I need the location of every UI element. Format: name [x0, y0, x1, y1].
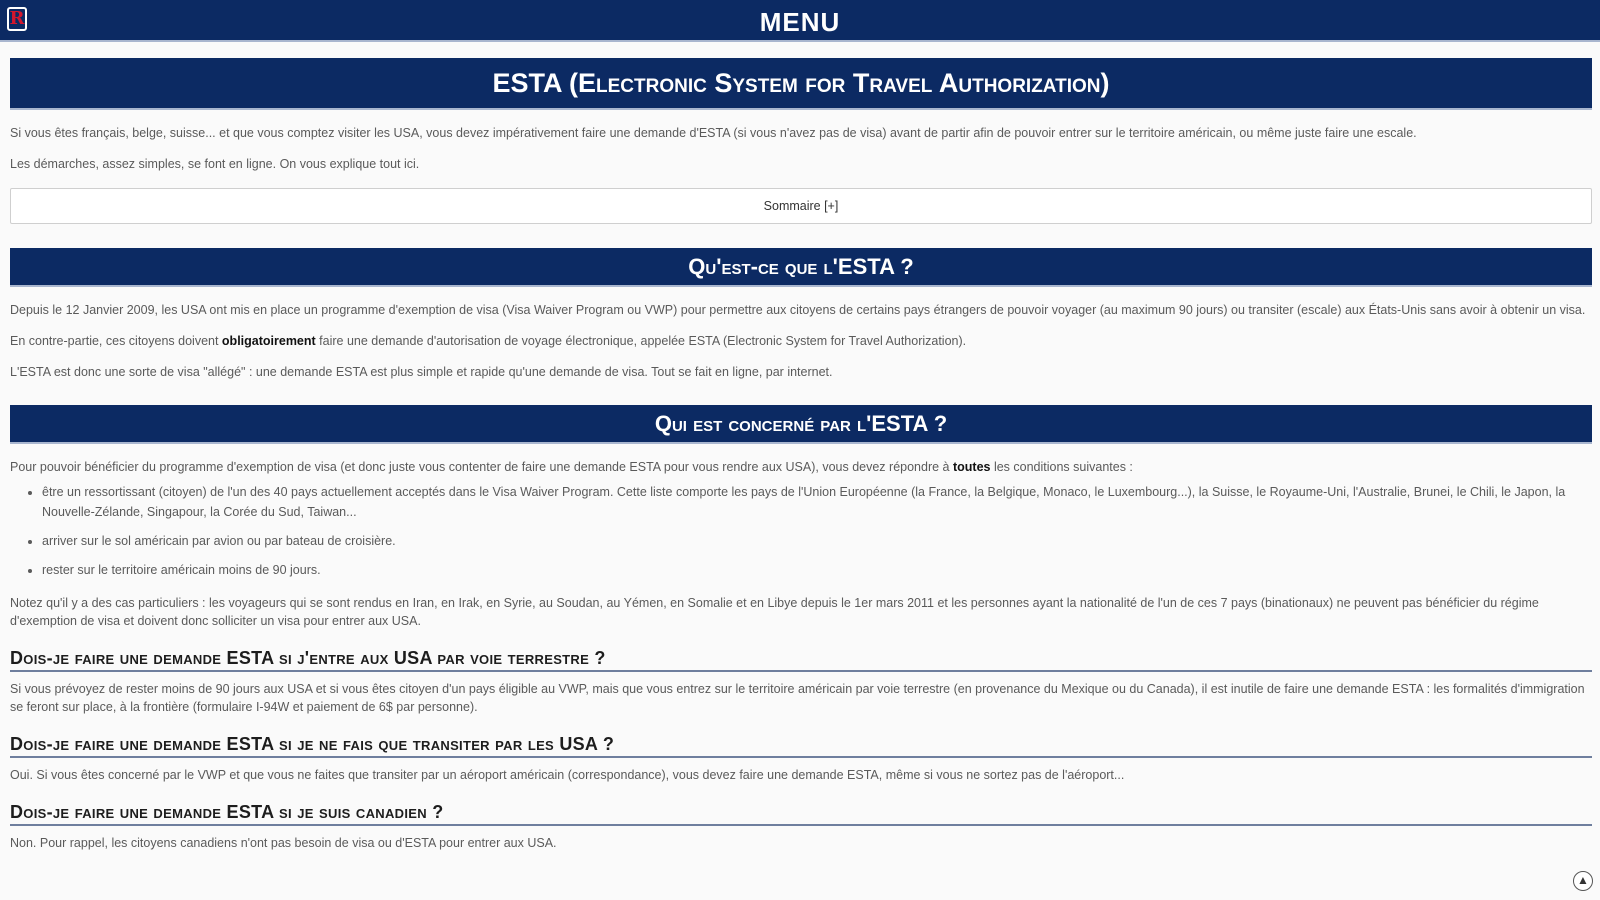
- list-item: • arriver sur le sol américain par avion ou par bateau de croisière.: [42, 531, 1592, 551]
- table-of-contents-toggle[interactable]: Sommaire [+]: [10, 188, 1592, 224]
- scroll-to-top-button[interactable]: [1573, 871, 1593, 891]
- emphasis-toutes: toutes: [952, 460, 991, 474]
- text-span: En contre-partie, ces citoyens doivent: [10, 334, 222, 348]
- intro-paragraph: Les démarches, assez simples, se font en ligne. On vous explique tout ici.: [10, 157, 420, 171]
- arrow-up-circle-icon: ▲: [1577, 873, 1589, 887]
- text-span: faire une demande d'autorisation de voyage électronique, appelée ESTA (Electronic System for Travel Authorization).: [315, 334, 967, 348]
- faq-answer: Oui. Si vous êtes concerné par le VWP et que vous ne faites que transiter par un aéroport américain (correspondance), vous devez faire une demande ESTA, même si vous ne sortez pas de l'aéroport...: [10, 768, 1125, 782]
- list-item: • rester sur le territoire américain moins de 90 jours.: [42, 560, 1592, 580]
- section1-paragraph: L'ESTA est donc une sorte de visa "allégé" : une demande ESTA est plus simple et rapide qu'une demande de visa. Tout se fait en ligne, par internet.: [10, 365, 833, 379]
- conditions-list: [10, 482, 1592, 580]
- section1-paragraph: Depuis le 12 Janvier 2009, les USA ont mis en place un programme d'exemption de visa (Visa Waiver Program ou VWP) pour permettre aux citoyens de certains pays étrangers de pouvoir voyager (au maximum 90 jours) ou transiter (escale) aux États-Unis sans avoir à obtenir un visa.: [10, 303, 1586, 317]
- faq-answer: Non. Pour rappel, les citoyens canadiens n'ont pas besoin de visa ou d'ESTA pour entrer aux USA.: [10, 836, 557, 850]
- article-content: [10, 58, 1592, 852]
- text-span: Pour pouvoir bénéficier du programme d'exemption de visa (et donc juste vous contenter de faire une demande ESTA pour vous rendre aux USA), vous devez répondre à: [10, 460, 953, 474]
- section-heading-who-is-concerned: Qui est concerné par l'ESTA ?: [10, 405, 1592, 444]
- list-item: • être un ressortissant (citoyen) de l'un des 40 pays actuellement acceptés dans le Visa Waiver Program. Cette liste comporte les pays de l'Union Européenne (la France, la Belgique, Monaco, le Luxembourg...), la Suisse, le Royaume-Uni, l'Australie, Brunei, le Chili, le Japon, la Nouvelle-Zélande, Singapour, la Corée du Sud, Taiwan...: [42, 482, 1592, 522]
- top-bar: [0, 0, 1600, 42]
- faq-question: Dois-je faire une demande ESTA si je ne fais que transiter par les USA ?: [10, 734, 1592, 758]
- intro-paragraph: Si vous êtes français, belge, suisse... et que vous comptez visiter les USA, vous devez impérativement faire une demande d'ESTA (si vous n'avez pas de visa) avant de partir afin de pouvoir entrer sur le territoire américain, ou même juste faire une escale.: [10, 126, 1417, 140]
- faq-question: Dois-je faire une demande ESTA si je suis canadien ?: [10, 802, 1592, 826]
- site-logo[interactable]: R: [7, 7, 27, 31]
- page-title: ESTA (Electronic System for Travel Authorization): [10, 58, 1592, 110]
- emphasis-obligatoirement: obligatoirement: [221, 334, 316, 348]
- text-span: les conditions suivantes :: [990, 460, 1133, 474]
- menu-button[interactable]: MENU: [759, 7, 841, 37]
- section2-paragraph: [10, 458, 1592, 476]
- faq-question: Dois-je faire une demande ESTA si j'entre aux USA par voie terrestre ?: [10, 648, 1592, 672]
- section1-paragraph: [10, 332, 1592, 350]
- section-heading-what-is-esta: Qu'est-ce que l'ESTA ?: [10, 248, 1592, 287]
- faq-answer: Si vous prévoyez de rester moins de 90 jours aux USA et si vous êtes citoyen d'un pays éligible au VWP, mais que vous entrez sur le territoire américain par voie terrestre (en provenance du Mexique ou du Canada), il est inutile de faire une demande ESTA : les formalités d'immigration se feront sur place, à la frontière (formulaire I-94W et paiement de 6$ par personne).: [10, 682, 1585, 714]
- special-cases-note: Notez qu'il y a des cas particuliers : les voyageurs qui se sont rendus en Iran, en Irak, en Syrie, au Soudan, au Yémen, en Somalie et en Libye depuis le 1er mars 2011 et les personnes ayant la nationalité de l'un de ces 7 pays (binationaux) ne peuvent pas bénéficier du régime d'exemption de visa et doivent donc solliciter un visa pour entrer aux USA.: [10, 596, 1539, 628]
